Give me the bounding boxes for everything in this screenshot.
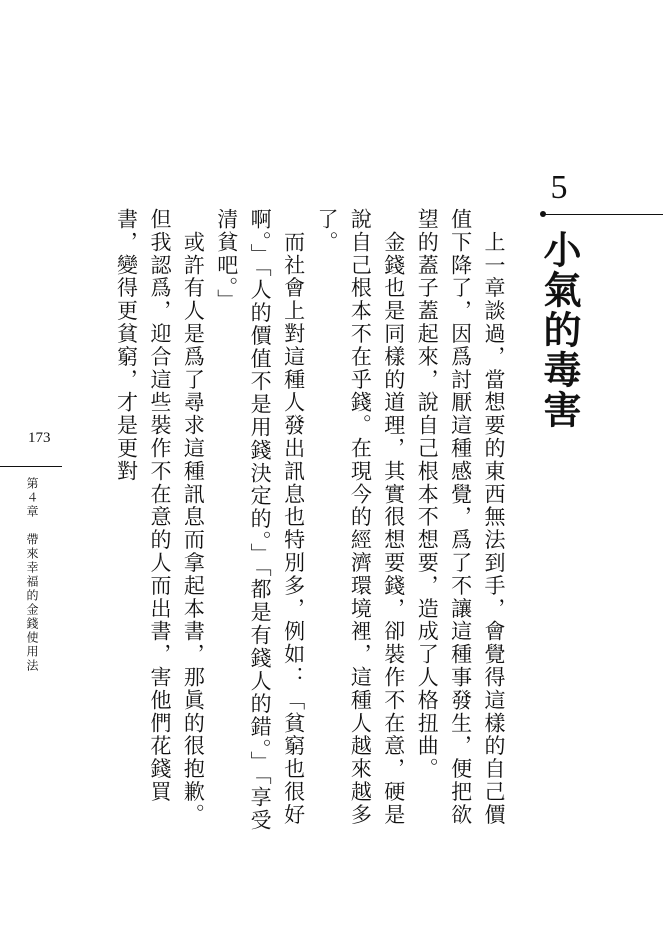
running-head: 第４章 帶來幸福的金錢使用法 bbox=[25, 477, 39, 673]
chapter-title: 小氣的毒害 bbox=[537, 230, 582, 430]
folio-rule bbox=[0, 466, 62, 467]
paragraph: 金錢也是同樣的道理，其實很想要錢，卻裝作不在意，硬是說自己根本不在乎錢。在現今的經濟環境裡，這種人越來越多了。 bbox=[314, 208, 406, 827]
paragraph: 上一章談過，當想要的東西無法到手，會覺得這樣的自己價值下降了，因爲討厭這種感覺，爲了不讓這種事發生，便把欲望的蓋子蓋起來，說自己根本不想要，造成了人格扭曲。 bbox=[415, 208, 506, 827]
page-number: 173 bbox=[28, 430, 51, 446]
paragraph: 或許有人是爲了尋求這種訊息而拿起本書，那眞的很抱歉。但我認爲，迎合這些裝作不在意的人而出書，害他們花錢買書，變得更貧窮，才是更對 bbox=[114, 208, 206, 827]
chapter-rule-dot bbox=[540, 211, 546, 217]
chapter-number: 5 bbox=[550, 169, 568, 206]
chapter-rule bbox=[543, 214, 663, 215]
paragraph: 而社會上對這種人發出訊息也特別多，例如：「貧窮也很好啊。」「人的價值不是用錢決定的。」「都是有錢人的錯。」「享受清貧吧。」 bbox=[214, 208, 306, 832]
body-text bbox=[109, 208, 510, 848]
